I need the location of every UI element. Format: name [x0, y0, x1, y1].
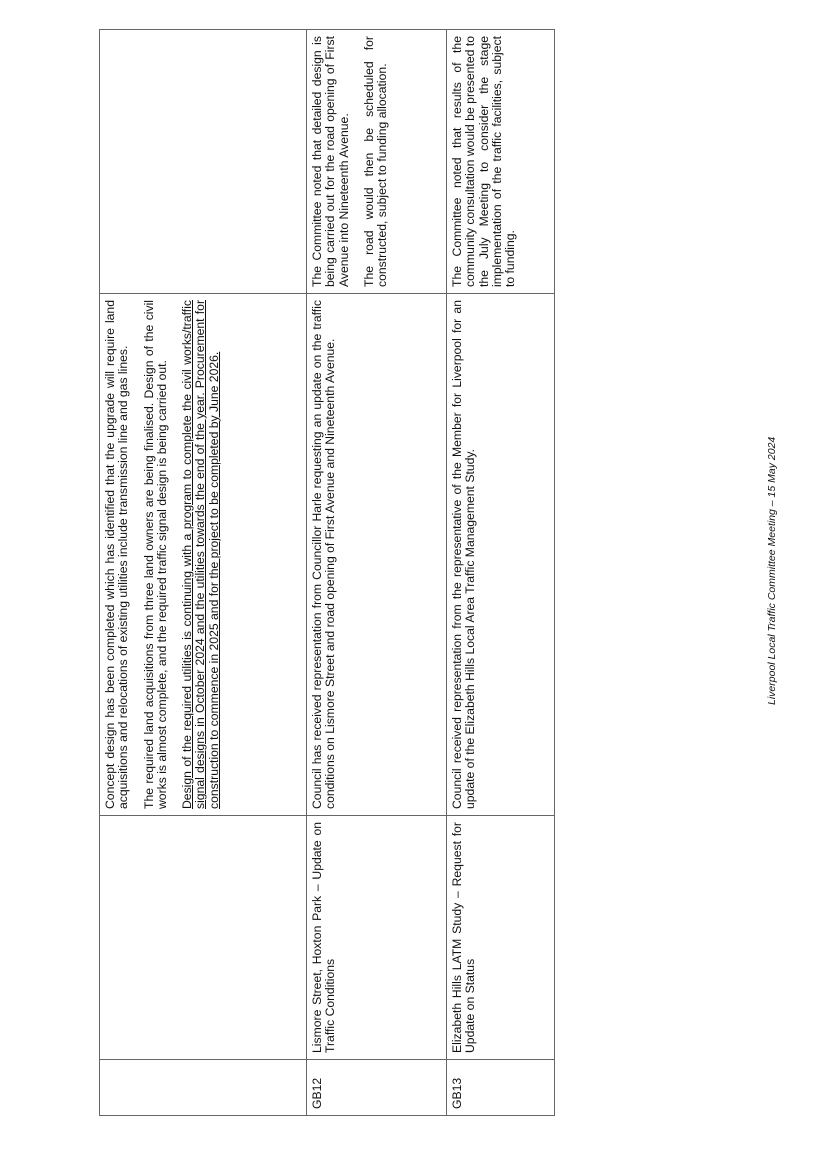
- outcome-paragraph: The Committee noted that detailed design is being carried out for the road opening of First Avenue into Nineteenth Avenue.: [310, 36, 351, 287]
- discussion-paragraph: Council received representation from the representative of the Member for Liverpool for an update of the Elizabeth Hills Local Area Traffic Management Study.: [450, 300, 478, 809]
- discussion-cell: [307, 294, 447, 816]
- rotated-page: [99, 30, 554, 1116]
- discussion-paragraph: The required land acquisitions from three land owners are being finalised. Design of the civil works is almost complete, and the required traffic signal design is being carried out.: [141, 300, 169, 809]
- discussion-cell: [447, 294, 555, 816]
- discussion-paragraph: Design of the required utilities is continuing with a program to complete the civil works/traffic signal designs in October 2024 and the utilities towards the end of the year. Procurement for construction to commence in 2025 and for the project to be completed by June 2026.: [180, 300, 221, 809]
- item-number-cell: [100, 1060, 307, 1116]
- outcome-cell: [100, 30, 307, 294]
- table-row: [100, 30, 307, 1116]
- outcome-paragraph: The road would then be scheduled for constructed, subject to funding allocation.: [361, 36, 390, 287]
- outcome-cell: [307, 30, 447, 294]
- item-title-cell: [100, 816, 307, 1060]
- discussion-paragraph: Concept design has been completed which has identified that the upgrade will require land acquisitions and relocations of existing utilities include transmission line and gas lines.: [103, 300, 131, 809]
- table-row: [307, 30, 447, 1116]
- outcome-cell: [447, 30, 555, 294]
- item-number-cell: GB13: [447, 1060, 555, 1116]
- minutes-table: [99, 29, 555, 1116]
- discussion-cell: [100, 294, 307, 816]
- item-number-cell: GB12: [307, 1060, 447, 1116]
- item-title-cell: Elizabeth Hills LATM Study – Request for Update on Status: [447, 816, 555, 1060]
- table-row: [447, 30, 555, 1116]
- discussion-paragraph: Council has received representation from Councillor Harle requesting an update on the traffic conditions on Lismore Street and road opening of First Avenue and Nineteenth Avenue.: [310, 300, 338, 809]
- item-title-cell: Lismore Street, Hoxton Park – Update on Traffic Conditions: [307, 816, 447, 1060]
- page-footer: Liverpool Local Traffic Committee Meeting – 15 May 2024: [766, 436, 778, 705]
- outcome-paragraph: The Committee noted that results of the community consultation would be presented to the July Meeting to consider the stage implementation of the traffic facilities, subject to funding.: [450, 36, 518, 287]
